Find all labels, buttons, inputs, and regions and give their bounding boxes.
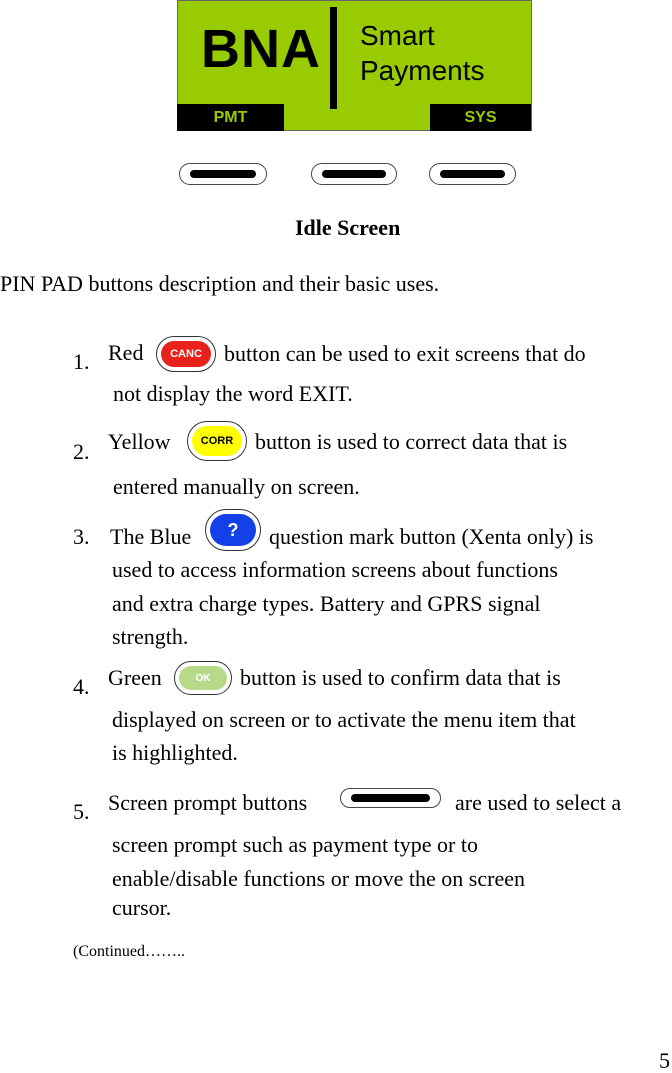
item-4-line-1: button is used to confirm data that is [240,665,561,690]
item-1-line-1: button can be used to exit screens that do [224,341,586,366]
correct-key-icon [187,421,247,461]
item-3-line-3: and extra charge types. Battery and GPRS signal [112,591,541,616]
question-key-label: ? [210,514,256,546]
title-line-1: Smart [360,20,435,51]
item-1-lead: Red [108,340,144,365]
item-2-lead: Yellow [108,429,171,454]
item-1-line-2: not display the word EXIT. [113,381,353,406]
item-4-line-2: displayed on screen or to activate the menu item that [112,707,576,732]
item-5-line-3: enable/disable functions or move the on screen [112,866,525,891]
lcd-divider [330,7,337,109]
item-5-number: 5. [73,799,90,824]
continued-note: (Continued…….. [73,943,185,960]
title-line-2: Payments [360,55,485,86]
item-4-lead: Green [108,665,162,690]
item-3-lead: The Blue [110,524,192,549]
item-2-number: 2. [73,439,90,464]
caption-idle-screen: Idle Screen [295,215,401,240]
question-key-icon [205,509,261,551]
item-4-line-3: is highlighted. [112,740,238,765]
correct-key-label: CORR [192,426,242,456]
item-5-line-4: cursor. [112,895,172,920]
bna-logo: BNA [201,19,321,79]
item-5-line-1: are used to select a [455,790,622,815]
cancel-key-label: CANC [161,341,211,367]
item-3-line-2: used to access information screens about functions [112,557,558,582]
prompt-key-left [179,163,267,185]
cancel-key-icon [156,336,216,372]
softkey-pmt: PMT [177,104,284,131]
ok-key-label: OK [179,666,227,690]
ok-key-icon [174,661,232,695]
item-1-number: 1. [73,349,90,374]
item-3-line-4: strength. [112,624,189,649]
prompt-key-icon [340,788,441,808]
item-2-line-1: button is used to correct data that is [255,429,568,454]
item-3-number: 3. [73,524,90,549]
item-3-line-1: question mark button (Xenta only) is [269,524,594,549]
item-4-number: 4. [73,674,90,699]
intro-text: PIN PAD buttons description and their basic uses. [0,271,440,296]
softkey-sys: SYS [430,104,531,131]
prompt-key-right [429,163,516,185]
item-5-lead: Screen prompt buttons [108,790,308,815]
item-5-line-2: screen prompt such as payment type or to [112,832,478,857]
prompt-key-middle [311,163,397,185]
item-2-line-2: entered manually on screen. [113,474,360,499]
page-number: 5 [659,1048,670,1073]
smart-payments-title [360,18,485,88]
